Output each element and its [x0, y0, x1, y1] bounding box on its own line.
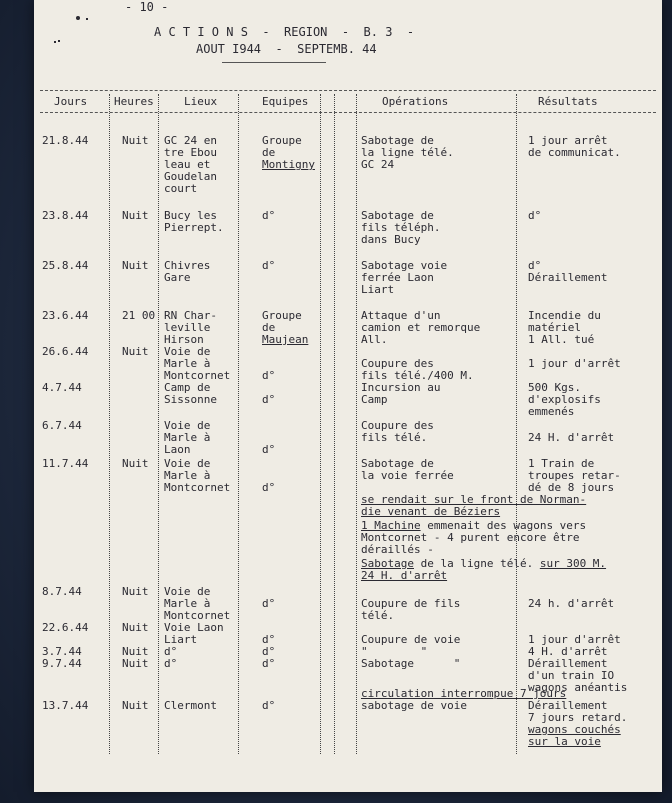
cell-equipes: d° [262, 645, 276, 658]
cell-heures: Nuit [122, 645, 149, 658]
cell-lieux: GC 24 en [164, 134, 217, 147]
cell-equipes: Montigny [262, 158, 315, 171]
document-period: AOUT I944 - SEPTEMB. 44 [196, 42, 377, 56]
col-lieux: Lieux [184, 95, 218, 108]
cell-resultats: 1 jour d'arrêt [528, 633, 621, 646]
col-separator [158, 94, 161, 754]
interruption-note: circulation interrompue 7 jours [361, 687, 567, 700]
ink-spot [58, 40, 60, 42]
cell-lieux: Camp de [164, 381, 211, 394]
cell-resultats: d° [528, 259, 542, 272]
cell-equipes: d° [262, 393, 276, 406]
cell-equipes: d° [262, 369, 276, 382]
cell-operations: Coupure des [361, 419, 434, 432]
cell-resultats: 24 H. d'arrêt [528, 431, 615, 444]
cell-lieux: Marle à [164, 469, 211, 482]
cell-operations: " " [361, 645, 428, 658]
cell-equipes: de [262, 321, 276, 334]
note-text: 24 H. d'arrêt [361, 569, 448, 582]
note-text: déraillés - [361, 543, 434, 556]
note-line [361, 506, 500, 517]
note-text: Sabotage [361, 557, 414, 570]
cell-operations: Sabotage voie [361, 259, 448, 272]
col-resultats: Résultats [538, 95, 598, 108]
cell-resultats: d'explosifs [528, 393, 601, 406]
cell-jours: 22.6.44 [42, 621, 89, 634]
cell-lieux: tre Ebou [164, 146, 217, 159]
cell-resultats: dé de 8 jours [528, 481, 615, 494]
cell-lieux: d° [164, 645, 178, 658]
cell-lieux: Marle à [164, 431, 211, 444]
cell-lieux: Montcornet [164, 369, 231, 382]
note-line [361, 570, 447, 581]
note-line [361, 494, 586, 505]
note-text: emmenait des wagons vers [420, 519, 587, 532]
cell-lieux: Marle à [164, 597, 211, 610]
cell-operations: Incursion au [361, 381, 441, 394]
col-separator [320, 94, 323, 754]
cell-lieux: Chivres [164, 259, 211, 272]
note-text: 1 Machine [361, 519, 421, 532]
cell-heures: Nuit [122, 209, 149, 222]
cell-operations: sabotage de voie [361, 699, 467, 712]
cell-operations: Sabotage de [361, 209, 434, 222]
cell-operations: la ligne télé. [361, 146, 454, 159]
cell-resultats: wagons anéantis [528, 681, 628, 694]
cell-equipes: d° [262, 597, 276, 610]
cell-heures: Nuit [122, 657, 149, 670]
cell-heures: 21 00 [122, 309, 156, 322]
document-heading: A C T I O N S - REGION - B. 3 - [154, 25, 415, 39]
heading-rule [222, 62, 326, 63]
cell-heures: Nuit [122, 699, 149, 712]
cell-lieux: Liart [164, 633, 198, 646]
cell-lieux: Gare [164, 271, 191, 284]
cell-heures: Nuit [122, 345, 149, 358]
cell-lieux: Laon [164, 443, 191, 456]
cell-operations: All. [361, 333, 388, 346]
cell-operations: fils télé./400 M. [361, 369, 474, 382]
note-text: de la ligne télé. [413, 557, 540, 570]
cell-heures: Nuit [122, 457, 149, 470]
cell-operations: fils télé. [361, 431, 428, 444]
cell-operations: télé. [361, 609, 395, 622]
col-separator [356, 94, 359, 754]
document-page [34, 0, 662, 792]
cell-resultats: 7 jours retard. [528, 711, 628, 724]
cell-resultats: emmenés [528, 405, 575, 418]
cell-jours: 23.6.44 [42, 309, 89, 322]
note-text: Montcornet - 4 purent encore être [361, 531, 580, 544]
cell-operations: Camp [361, 393, 388, 406]
cell-operations: dans Bucy [361, 233, 421, 246]
cell-equipes: d° [262, 481, 276, 494]
cell-equipes: d° [262, 633, 276, 646]
cell-equipes: d° [262, 657, 276, 670]
cell-jours: 25.8.44 [42, 259, 89, 272]
cell-resultats: 1 jour d'arrêt [528, 357, 621, 370]
cell-jours: 21.8.44 [42, 134, 89, 147]
table-top-rule [40, 90, 656, 91]
cell-resultats: d'un train IO [528, 669, 615, 682]
cell-lieux: Marle à [164, 357, 211, 370]
cell-lieux: Pierrept. [164, 221, 224, 234]
cell-heures: Nuit [122, 621, 149, 634]
ink-spot [54, 41, 56, 43]
cell-lieux: Goudelan [164, 170, 217, 183]
cell-equipes: Maujean [262, 333, 309, 346]
note-text: die venant de Béziers [361, 505, 501, 518]
cell-operations: la voie ferrée [361, 469, 454, 482]
cell-resultats: Déraillement [528, 271, 608, 284]
cell-lieux: Voie de [164, 419, 211, 432]
cell-lieux: leau et [164, 158, 211, 171]
cell-resultats: wagons couchés [528, 723, 621, 736]
col-heures: Heures [114, 95, 154, 108]
cell-lieux: Montcornet [164, 609, 231, 622]
cell-resultats: 24 h. d'arrêt [528, 597, 615, 610]
cell-resultats: 4 H. d'arrêt [528, 645, 608, 658]
cell-operations: fils téléph. [361, 221, 441, 234]
note-text: sur 300 M. [539, 557, 607, 570]
cell-operations: Sabotage de [361, 134, 434, 147]
cell-lieux: d° [164, 657, 178, 670]
cell-resultats: sur la voie [528, 735, 601, 748]
col-separator [238, 94, 241, 754]
cell-jours: 6.7.44 [42, 419, 82, 432]
cell-resultats: matériel [528, 321, 581, 334]
cell-heures: Nuit [122, 259, 149, 272]
cell-resultats: 1 All. tué [528, 333, 595, 346]
cell-jours: 9.7.44 [42, 657, 82, 670]
cell-operations: GC 24 [361, 158, 395, 171]
cell-operations: Sabotage de [361, 457, 434, 470]
cell-jours: 3.7.44 [42, 645, 82, 658]
cell-equipes: Groupe [262, 134, 302, 147]
cell-lieux: Montcornet [164, 481, 231, 494]
cell-resultats: d° [528, 209, 542, 222]
cell-lieux: court [164, 182, 198, 195]
cell-jours: 26.6.44 [42, 345, 89, 358]
cell-resultats: 1 jour arrêt [528, 134, 608, 147]
ink-spot [76, 16, 80, 20]
note-line [361, 520, 586, 531]
cell-operations: camion et remorque [361, 321, 481, 334]
cell-equipes: d° [262, 443, 276, 456]
note-line [361, 532, 580, 543]
cell-operations: ferrée Laon [361, 271, 434, 284]
cell-lieux: Hirson [164, 333, 204, 346]
col-operations: Opérations [382, 95, 449, 108]
cell-lieux: leville [164, 321, 211, 334]
cell-equipes: d° [262, 259, 276, 272]
cell-operations: Liart [361, 283, 395, 296]
cell-lieux: RN Char- [164, 309, 217, 322]
cell-operations: Attaque d'un [361, 309, 441, 322]
cell-equipes: de [262, 146, 276, 159]
cell-jours: 13.7.44 [42, 699, 89, 712]
cell-resultats: 1 Train de [528, 457, 595, 470]
cell-equipes: d° [262, 209, 276, 222]
cell-operations: Coupure de fils [361, 597, 461, 610]
cell-resultats: 500 Kgs. [528, 381, 581, 394]
cell-resultats: Déraillement [528, 657, 608, 670]
cell-jours: 11.7.44 [42, 457, 89, 470]
col-separator [516, 94, 519, 754]
cell-lieux: Bucy les [164, 209, 217, 222]
cell-heures: Nuit [122, 134, 149, 147]
cell-lieux: Voie Laon [164, 621, 224, 634]
cell-equipes: d° [262, 699, 276, 712]
cell-resultats: troupes retar- [528, 469, 621, 482]
note-line [361, 558, 606, 569]
col-equipes: Equipes [262, 95, 309, 108]
col-separator [109, 94, 112, 754]
cell-resultats: Déraillement [528, 699, 608, 712]
cell-jours: 23.8.44 [42, 209, 89, 222]
note-line [361, 544, 434, 555]
cell-jours: 4.7.44 [42, 381, 82, 394]
cell-lieux: Sissonne [164, 393, 217, 406]
cell-resultats: de communicat. [528, 146, 621, 159]
cell-lieux: Clermont [164, 699, 217, 712]
cell-heures: Nuit [122, 585, 149, 598]
cell-lieux: Voie de [164, 345, 211, 358]
col-separator [334, 94, 337, 754]
page-number: - 10 - [125, 0, 169, 14]
ink-spot [86, 18, 88, 20]
table-header-rule [40, 112, 656, 113]
cell-lieux: Voie de [164, 585, 211, 598]
cell-lieux: Voie de [164, 457, 211, 470]
cell-operations: Coupure des [361, 357, 434, 370]
cell-operations: Coupure de voie [361, 633, 461, 646]
cell-equipes: Groupe [262, 309, 302, 322]
cell-resultats: Incendie du [528, 309, 601, 322]
cell-jours: 8.7.44 [42, 585, 82, 598]
note-text: se rendait sur le front de Norman- [361, 493, 587, 506]
cell-operations: Sabotage " [361, 657, 461, 670]
col-jours: Jours [54, 95, 88, 108]
